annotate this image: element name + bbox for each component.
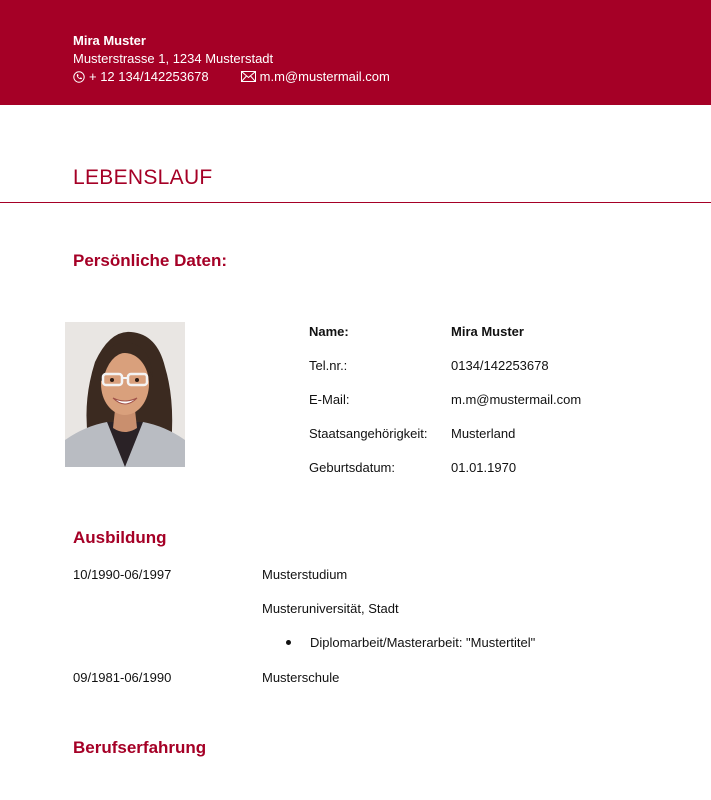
personal-label-birthdate: Geburtsdatum: bbox=[309, 460, 395, 475]
education-institution: Musteruniversität, Stadt bbox=[262, 601, 399, 616]
profile-photo bbox=[65, 322, 185, 467]
header-email-text: m.m@mustermail.com bbox=[259, 69, 390, 84]
header-contact bbox=[73, 69, 390, 84]
title-divider bbox=[0, 202, 711, 203]
section-heading-experience: Berufserfahrung bbox=[73, 738, 207, 757]
education-bullet: Diplomarbeit/Masterarbeit: "Mustertitel" bbox=[310, 635, 536, 650]
personal-label-nationality: Staatsangehörigkeit: bbox=[309, 426, 428, 441]
header-name: Mira Muster bbox=[73, 33, 146, 48]
education-period: 09/1981-06/1990 bbox=[73, 670, 172, 685]
header-phone-text: + 12 134/142253678 bbox=[89, 69, 209, 84]
personal-label-phone: Tel.nr.: bbox=[309, 358, 348, 373]
header-address: Musterstrasse 1, 1234 Musterstadt bbox=[73, 51, 274, 66]
personal-value-name: Mira Muster bbox=[451, 324, 524, 339]
header-email bbox=[241, 69, 390, 84]
personal-label-name: Name: bbox=[309, 324, 349, 339]
header-banner bbox=[0, 0, 711, 105]
phone-icon bbox=[73, 71, 85, 83]
education-title: Musterstudium bbox=[262, 567, 348, 582]
header-phone bbox=[73, 69, 209, 84]
document-title: LEBENSLAUF bbox=[73, 166, 213, 189]
bullet-icon bbox=[286, 640, 291, 645]
personal-value-email: m.m@mustermail.com bbox=[451, 392, 582, 407]
envelope-icon bbox=[241, 71, 256, 82]
section-heading-personal: Persönliche Daten: bbox=[73, 251, 227, 270]
education-period: 10/1990-06/1997 bbox=[73, 567, 172, 582]
personal-value-nationality: Musterland bbox=[451, 426, 516, 441]
education-title: Musterschule bbox=[262, 670, 340, 685]
personal-value-birthdate: 01.01.1970 bbox=[451, 460, 517, 475]
section-heading-education: Ausbildung bbox=[73, 528, 167, 547]
personal-value-phone: 0134/142253678 bbox=[451, 358, 549, 373]
personal-label-email: E-Mail: bbox=[309, 392, 350, 407]
